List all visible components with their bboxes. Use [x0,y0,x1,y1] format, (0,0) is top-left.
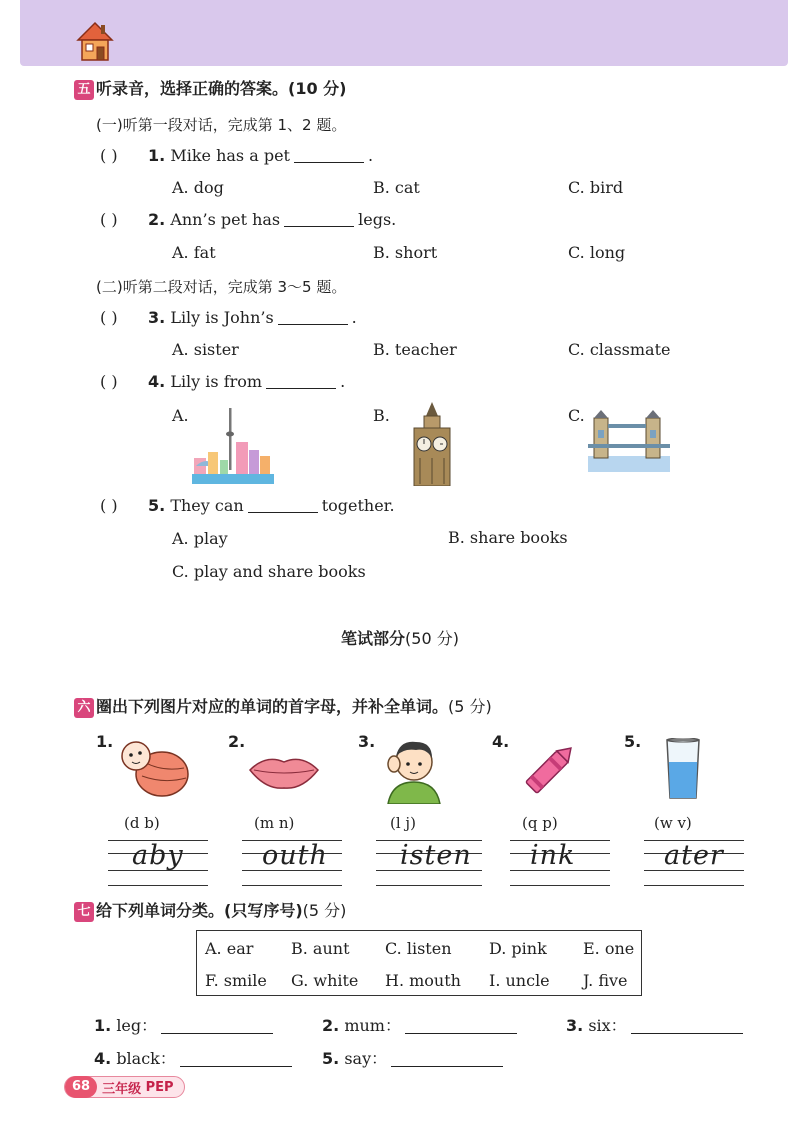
word-fragment: isten [400,840,472,871]
section5-header [74,76,346,100]
section7-header [74,898,346,922]
word-bank-item: G. white [291,971,359,990]
blank-line [294,162,364,163]
section-title: 给下列单词分类。(只写序号) [96,901,303,920]
question-2: ( ) 2. Ann’s pet has legs. [100,210,397,229]
tower-bridge-icon[interactable] [588,410,670,472]
word-bank-item: A. ear [205,939,254,958]
letter-choice[interactable]: (q p) [522,814,558,832]
option-c[interactable]: C. [568,406,585,425]
section-title: 圈出下列图片对应的单词的首字母，并补全单词。 [96,697,449,716]
option-b[interactable]: B. cat [373,178,420,197]
item-number: 5. [624,732,642,751]
option-a[interactable]: A. sister [172,340,239,359]
answer-line[interactable] [405,1033,517,1034]
blank-line [266,388,336,389]
option-a[interactable]: A. play [172,529,228,548]
baby-icon [118,738,190,800]
answer-bracket[interactable]: ( ) [100,496,118,515]
answer-bracket[interactable]: ( ) [100,210,118,229]
word-bank-item: J. five [583,971,628,990]
toronto-skyline-icon[interactable] [192,404,274,484]
option-b[interactable]: B. share books [448,528,568,547]
answer-bracket[interactable]: ( ) [100,146,118,165]
option-a[interactable]: A. dog [172,178,224,197]
answer-line[interactable] [161,1033,273,1034]
item-number: 2. [228,732,246,751]
question-5: ( ) 5. They can together. [100,496,395,515]
answer-line[interactable] [391,1066,503,1067]
word-bank-item: B. aunt [291,939,350,958]
word-fragment: ater [664,840,724,871]
letter-choice[interactable]: (l j) [390,814,416,832]
category-1: 1. leg： [94,1013,273,1036]
blank-line [278,324,348,325]
question-1: ( ) 1. Mike has a pet . [100,146,374,165]
listen-icon [382,734,446,804]
word-bank [196,930,642,996]
page-footer [64,1076,185,1098]
word-bank-item: E. one [583,939,635,958]
section6-header [74,694,492,718]
edition-label: PEP [145,1079,174,1095]
answer-bracket[interactable]: ( ) [100,372,118,391]
written-part-title: 笔试部分(50 分) [341,629,459,648]
water-glass-icon [664,738,702,800]
word-bank-item: H. mouth [385,971,461,990]
answer-line[interactable] [631,1033,743,1034]
part1-instruction: (一)听第一段对话，完成第 1、2 题。 [96,116,347,134]
question-4: ( ) 4. Lily is from . [100,372,346,391]
section-points: (5 分) [448,697,492,716]
option-b[interactable]: B. teacher [373,340,457,359]
item-number: 3. [358,732,376,751]
section-points: (5 分) [302,901,347,920]
category-5: 5. say： [322,1046,503,1069]
blank-line [248,512,318,513]
option-c[interactable]: C. play and share books [172,562,366,581]
category-3: 3. six： [566,1013,743,1036]
letter-choice[interactable]: (w v) [654,814,692,832]
section-badge: 六 [74,698,94,718]
answer-line[interactable] [180,1066,292,1067]
section-title: 听录音，选择正确的答案。 [96,79,289,98]
option-a[interactable]: A. fat [172,243,216,262]
house-icon [76,20,114,62]
section-badge: 五 [74,80,94,100]
mouth-icon [248,752,320,792]
pink-crayon-icon [516,740,582,800]
grade-label: 三年级 [102,1081,142,1097]
category-4: 4. black： [94,1046,292,1069]
option-b[interactable]: B. [373,406,390,425]
word-fragment: ink [530,840,576,871]
part2-instruction: (二)听第二段对话，完成第 3～5 题。 [96,278,347,296]
word-fragment: aby [132,840,184,871]
word-bank-item: I. uncle [489,971,550,990]
page-number: 68 [65,1076,97,1098]
option-c[interactable]: C. classmate [568,340,671,359]
blank-line [284,226,354,227]
section-badge: 七 [74,902,94,922]
letter-choice[interactable]: (m n) [254,814,295,832]
option-a[interactable]: A. [172,406,189,425]
word-bank-item: D. pink [489,939,547,958]
letter-choice[interactable]: (d b) [124,814,160,832]
option-b[interactable]: B. short [373,243,438,262]
question-3: ( ) 3. Lily is John’s . [100,308,357,327]
item-number: 4. [492,732,510,751]
category-2: 2. mum： [322,1013,517,1036]
word-fragment: outh [262,840,328,871]
answer-bracket[interactable]: ( ) [100,308,118,327]
word-bank-item: F. smile [205,971,267,990]
option-c[interactable]: C. long [568,243,626,262]
section-points: (10 分) [288,79,347,98]
item-number: 1. [96,732,114,751]
header-banner [20,0,788,66]
option-c[interactable]: C. bird [568,178,624,197]
word-bank-item: C. listen [385,939,452,958]
big-ben-icon[interactable] [408,402,456,486]
